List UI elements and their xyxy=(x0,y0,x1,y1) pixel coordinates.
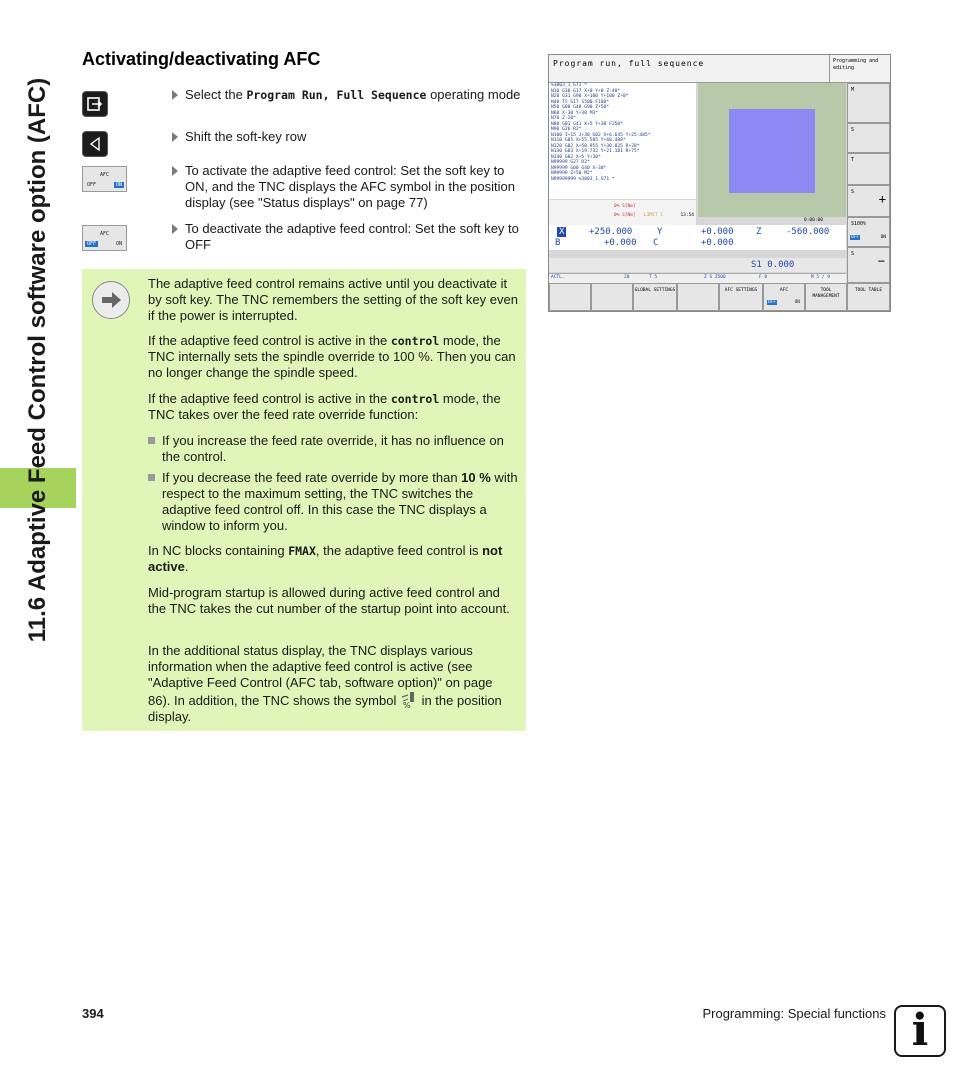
program-line: N120 G02 X+50.955 Y+30.025 R+28* xyxy=(551,143,640,149)
graphics-window xyxy=(698,83,846,217)
program-line: N70 Z-20* xyxy=(551,116,576,121)
afc-softkey-on[interactable]: AFC OFF ON xyxy=(82,166,127,192)
vsoftkey-override[interactable]: S100% OFF ON xyxy=(847,217,890,247)
hsoftkey-tool-table[interactable]: TOOL TABLE xyxy=(847,283,890,311)
note-bullet: If you increase the feed rate override, it has no influence on the control. xyxy=(148,433,518,465)
info-icon: i xyxy=(894,1005,946,1057)
vsoftkey-s[interactable]: S xyxy=(847,123,890,153)
minus-icon: − xyxy=(877,254,885,268)
program-line: N130 G03 X+19.732 Y+21.181 R+75* xyxy=(551,149,640,154)
program-line: N99999 G00 G40 X-30* xyxy=(551,165,607,171)
program-line: N50 G00 G40 G90 Z+50* xyxy=(551,105,610,110)
step-activate: To activate the adaptive feed control: Set the soft key to ON, and the TNC displays the AFC symbol in the position display (see "Status displays" on page 77) xyxy=(172,163,524,211)
program-line: N99999 G27 R2* xyxy=(551,160,590,165)
run-clock: 0:00:00 xyxy=(804,218,823,223)
screen-mode-title: Program run, full sequence xyxy=(549,55,830,83)
bullet-square-icon xyxy=(148,437,155,444)
bullet-triangle-icon xyxy=(172,132,178,142)
note-paragraph: In NC blocks containing FMAX, the adaptive feed control is not active. xyxy=(148,543,503,574)
spindle-bar: S1 0.000 xyxy=(549,258,846,272)
program-listing xyxy=(549,83,696,199)
hsoftkey-afc-settings[interactable]: AFC SETTINGS xyxy=(719,283,763,311)
program-line: N40 T5 G17 S500 F100* xyxy=(551,99,610,105)
hsoftkey-global-settings[interactable]: GLOBAL SETTINGS xyxy=(633,283,677,311)
vsoftkey-t[interactable]: T xyxy=(847,153,890,185)
workpiece-block xyxy=(729,109,815,193)
vsoftkey-s-plus[interactable]: S + xyxy=(847,185,890,217)
vsoftkey-s-minus[interactable]: S − xyxy=(847,247,890,283)
svg-text:%: % xyxy=(402,701,411,709)
program-line: N60 X-30 Y+30 M3* xyxy=(551,110,599,116)
status-bar: ACTL. 20 T 5 Z S 2500 F 0 M 5 / 9 xyxy=(549,273,846,283)
plus-icon: + xyxy=(878,192,886,206)
program-line: N100 I+15 J+30 G02 X+6.645 Y+25.485* xyxy=(551,132,651,138)
program-line: N99999999 %3003_1 G71 * xyxy=(551,176,615,182)
program-line: N20 G31 G90 X+100 Y+100 Z+0* xyxy=(551,94,629,99)
program-line: N110 G05 X+55.505 Y+68.488* xyxy=(551,138,626,143)
hsoftkey-empty-1[interactable] xyxy=(549,283,591,311)
side-chapter-title: 11.6 Adaptive Feed Control software option (AFC) xyxy=(24,77,51,643)
note-paragraph: If the adaptive feed control is active in the control mode, the TNC internally sets the spindle override to 100 %. Then you can no longer change the spindle speed. xyxy=(148,333,516,380)
shift-softkey-row-key[interactable] xyxy=(82,131,108,157)
hsoftkey-empty-3[interactable] xyxy=(677,283,719,311)
hsoftkey-afc[interactable]: AFC OFF ON xyxy=(763,283,805,311)
program-run-icon xyxy=(83,92,107,116)
program-line: N90 G26 R2* xyxy=(551,127,582,132)
program-line: N80 G01 G41 X+5 Y+30 F250* xyxy=(551,121,623,127)
bullet-triangle-icon xyxy=(172,224,178,234)
note-paragraph: The adaptive feed control remains active until you deactivate it by soft key. The TNC remembers the setting of the soft key even if the power is interrupted. xyxy=(148,276,518,323)
note-paragraph: In the additional status display, the TNC displays various information when the adaptive feed control is active (see "Adaptive Feed Control (AFC tab, software option)" on page 86). In addition, the TNC shows the symbol % in the position display. xyxy=(148,643,502,724)
note-box xyxy=(82,269,526,731)
step-select-mode: Select the Program Run, Full Sequence operating mode xyxy=(172,87,524,103)
section-heading: Activating/deactivating AFC xyxy=(82,49,321,69)
program-line: N99999 Z+50 M2* xyxy=(551,171,593,176)
status-window: 0% S[Nm] 0% S[Nm] LIMIT 1 13:54 xyxy=(549,200,696,225)
triangle-left-icon xyxy=(83,132,107,156)
step-deactivate: To deactivate the adaptive feed control: Set the soft key to OFF xyxy=(172,221,524,253)
page-number: 394 xyxy=(82,1006,104,1021)
position-display: X +250.000 Y +0.000 Z -560.000 B +0.000 C +0.000 xyxy=(549,225,846,250)
bullet-triangle-icon xyxy=(172,90,178,100)
bullet-square-icon xyxy=(148,474,155,481)
program-line: %3003_1 G71 * xyxy=(551,83,587,88)
program-run-key[interactable] xyxy=(82,91,108,117)
vsoftkey-m[interactable]: M xyxy=(847,83,890,123)
note-paragraph: Mid-program startup is allowed during active feed control and the TNC takes the cut number of the startup point into account. xyxy=(148,585,510,616)
program-line: N10 G30 G17 X+0 Y+0 Z-40* xyxy=(551,88,621,94)
note-paragraph: If the adaptive feed control is active in the control mode, the TNC takes over the feed rate override function: xyxy=(148,391,501,422)
hsoftkey-tool-management[interactable]: TOOL MANAGEMENT xyxy=(805,283,847,311)
step-shift-row: Shift the soft-key row xyxy=(172,129,524,145)
bullet-triangle-icon xyxy=(172,166,178,176)
program-line: N140 G02 X+5 Y+30* xyxy=(551,154,601,160)
note-bullet: If you decrease the feed rate override by more than 10 % with respect to the maximum setting, the TNC switches the adaptive feed control off. In this case the TNC displays a window to inform you. xyxy=(148,470,518,534)
tnc-screenshot xyxy=(548,54,891,312)
screen-secondary-mode: Programming and editing xyxy=(830,55,890,83)
afc-symbol-icon xyxy=(400,691,418,709)
hsoftkey-empty-2[interactable] xyxy=(591,283,633,311)
arrow-right-icon xyxy=(92,281,130,319)
afc-softkey-off[interactable]: AFC OFF ON xyxy=(82,225,127,251)
footer-section: Programming: Special functions xyxy=(702,1006,886,1021)
